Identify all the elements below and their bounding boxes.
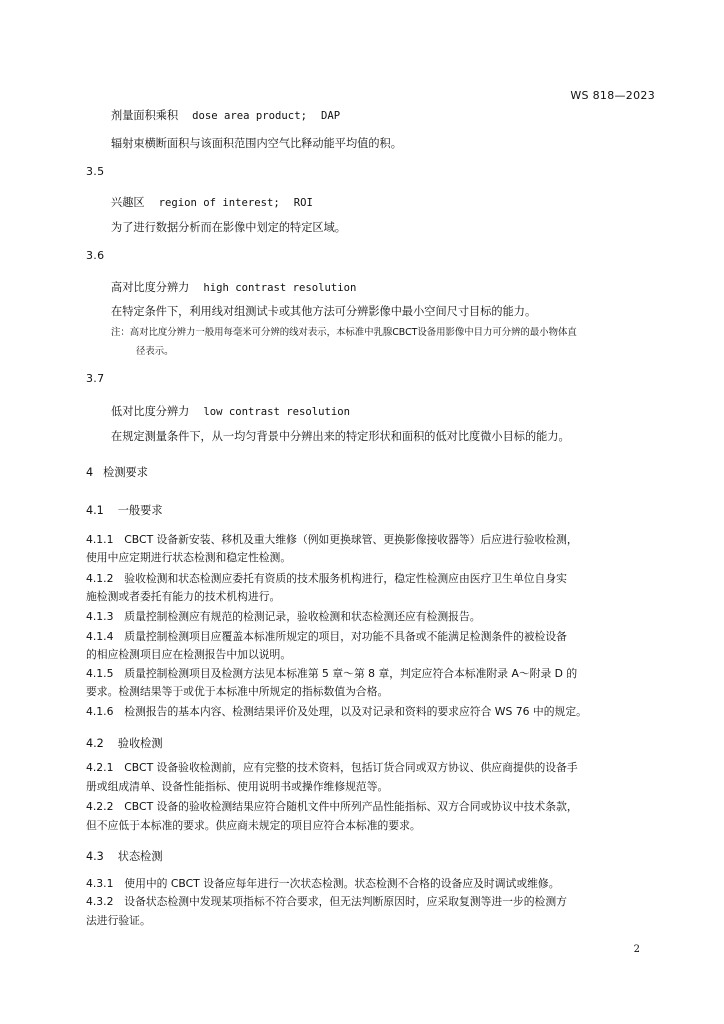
para-4-3-1-line1: 4.3.1 使用中的 CBCT 设备应每年进行一次状态检测。状态检测不合格的设备应及时调试或维修。 <box>86 877 560 890</box>
para-4-3-2-line1: 4.3.2 设备状态检测中发现某项指标不符合要求，但无法判断原因时，应采取复测等进一步的检测方 <box>86 895 567 908</box>
section-4-2-number: 4.2 <box>86 737 104 750</box>
section-4-title: 检测要求 <box>103 466 148 479</box>
section-4-2-heading <box>86 735 163 751</box>
term-high-contrast-note-line2: 径表示。 <box>136 346 174 357</box>
section-3-5-number: 3.5 <box>86 165 105 178</box>
para-4-2-1-line2: 册或组成清单、设备性能指标、使用说明书或操作维修规范等。 <box>86 780 389 793</box>
term-high-contrast-definition: 在特定条件下，利用线对组测试卡或其他方法可分辨影像中最小空间尺寸目标的能力。 <box>111 305 537 318</box>
section-4-heading <box>86 464 148 480</box>
term-roi <box>111 191 313 210</box>
term-high-contrast-note-line1: 注：高对比度分辨力一般用每毫米可分辨的线对表示，本标准中乳腺CBCT设备用影像中目力可分辨的最小物体直 <box>111 327 577 338</box>
section-4-3-number: 4.3 <box>86 850 104 863</box>
para-4-1-4-line2: 的相应检测项目应在检测报告中加以说明。 <box>86 648 292 661</box>
para-4-2-2-line1: 4.2.2 CBCT 设备的验收检测结果应符合随机文件中所列产品性能指标、双方合同或协议中技术条款， <box>86 800 578 813</box>
section-3-6-number: 3.6 <box>86 249 105 262</box>
section-3-7-number: 3.7 <box>86 372 105 385</box>
para-4-1-1-line2: 使用中应定期进行状态检测和稳定性检测。 <box>86 551 292 564</box>
term-roi-abbr: ROI <box>293 197 313 209</box>
term-dap-en: dose area product; <box>192 110 307 122</box>
term-dap <box>111 104 340 123</box>
para-4-1-2-line2: 施检测或者委托有能力的技术机构进行。 <box>86 590 281 603</box>
term-roi-en: region of interest; <box>158 197 280 209</box>
para-4-1-3-line1: 4.1.3 质量控制检测应有规范的检测记录，验收检测和状态检测还应有检测报告。 <box>86 610 481 623</box>
term-dap-abbr: DAP <box>320 110 341 122</box>
term-roi-zh: 兴趣区 <box>111 196 145 209</box>
section-4-3-title: 状态检测 <box>117 850 163 863</box>
term-low-contrast-zh: 低对比度分辨力 <box>111 405 190 418</box>
para-4-1-1-line1: 4.1.1 CBCT 设备新安装、移机及重大维修（例如更换球管、更换影像接收器等）后应进行验收检测， <box>86 533 578 546</box>
term-low-contrast <box>111 400 350 419</box>
section-4-3-heading <box>86 848 163 864</box>
para-4-1-5-line1: 4.1.5 质量控制检测项目及检测方法见本标准第 5 章～第 8 章，判定应符合本标准附录 A～附录 D 的 <box>86 667 578 680</box>
term-low-contrast-definition: 在规定测量条件下，从一均匀背景中分辨出来的特定形状和面积的低对比度微小目标的能力。 <box>111 430 570 443</box>
para-4-1-6-line1: 4.1.6 检测报告的基本内容、检测结果评价及处理，以及对记录和资料的要求应符合 WS 76 中的规定。 <box>86 705 587 718</box>
page-number: 2 <box>633 944 640 955</box>
para-4-1-4-line1: 4.1.4 质量控制检测项目应覆盖本标准所规定的项目，对功能不具备或不能满足检测条件的被检设备 <box>86 630 567 643</box>
para-4-1-5-line2: 要求。检测结果等于或优于本标准中所规定的指标数值为合格。 <box>86 685 389 698</box>
para-4-3-2-line2: 法进行验证。 <box>86 914 151 927</box>
section-4-1-number: 4.1 <box>86 504 104 517</box>
section-4-2-title: 验收检测 <box>117 737 163 750</box>
section-4-1-heading <box>86 502 163 518</box>
term-low-contrast-en: low contrast resolution <box>203 406 351 418</box>
para-4-2-1-line1: 4.2.1 CBCT 设备验收检测前，应有完整的技术资料，包括订货合同或双方协议、供应商提供的设备手 <box>86 761 578 774</box>
term-high-contrast-zh: 高对比度分辨力 <box>111 281 190 294</box>
section-4-1-title: 一般要求 <box>117 504 163 517</box>
para-4-1-2-line1: 4.1.2 验收检测和状态检测应委托有资质的技术服务机构进行，稳定性检测应由医疗卫生单位自身实 <box>86 572 567 585</box>
term-high-contrast <box>111 276 356 295</box>
term-high-contrast-en: high contrast resolution <box>203 282 357 294</box>
term-dap-definition: 辐射束横断面积与该面积范围内空气比释动能平均值的积。 <box>111 137 402 150</box>
term-roi-definition: 为了进行数据分析而在影像中划定的特定区域。 <box>111 221 346 234</box>
page-header-standard-no: WS 818—2023 <box>570 89 655 102</box>
para-4-2-2-line2: 但不应低于本标准的要求。供应商未规定的项目应符合本标准的要求。 <box>86 819 421 832</box>
section-4-number: 4 <box>86 466 94 479</box>
term-dap-zh: 剂量面积乘积 <box>111 109 179 122</box>
